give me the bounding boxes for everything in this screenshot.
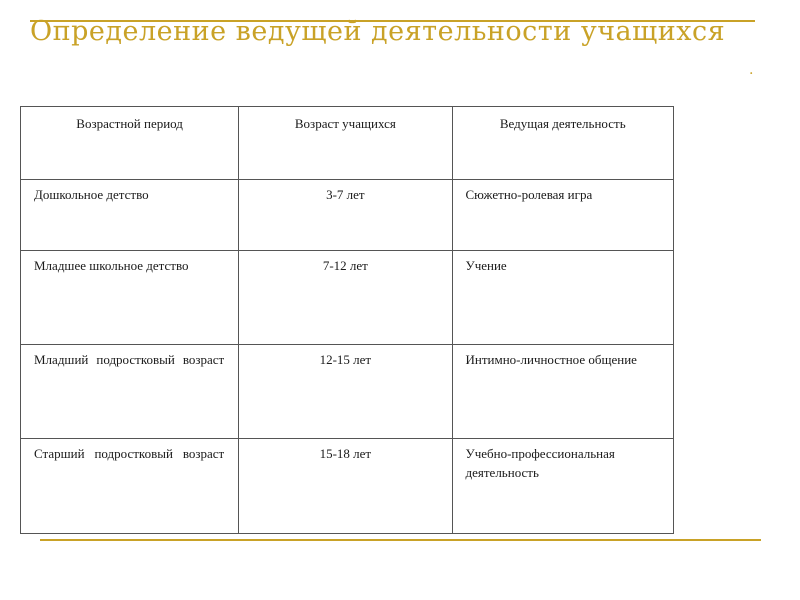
slide-title: Определение ведущей деятельности учащихся	[30, 16, 726, 47]
cell-age: 12-15 лет	[239, 345, 452, 439]
cell-activity: Учение	[452, 251, 674, 345]
cell-activity: Интимно-личностное общение	[452, 345, 674, 439]
cell-age: 15-18 лет	[239, 439, 452, 534]
cell-period: Младший подростковый возраст	[21, 345, 239, 439]
header-leading-activity: Ведущая деятельность	[452, 107, 674, 180]
leading-activity-table	[20, 106, 674, 534]
cell-period: Младшее школьное детство	[21, 251, 239, 345]
header-age-period: Возрастной период	[21, 107, 239, 180]
cell-activity: Сюжетно-ролевая игра	[452, 180, 674, 251]
cell-age: 7-12 лет	[239, 251, 452, 345]
table-row	[21, 345, 674, 439]
cell-period: Старший подростковый возраст	[21, 439, 239, 534]
cell-period: Дошкольное детство	[21, 180, 239, 251]
table-row	[21, 439, 674, 534]
table-row	[21, 251, 674, 345]
table-header-row	[21, 107, 674, 180]
table-row	[21, 180, 674, 251]
bottom-divider-line	[40, 539, 761, 541]
cell-activity: Учебно-профессиональная деятельность	[452, 439, 674, 534]
title-trailing-mark: .	[749, 62, 754, 78]
cell-age: 3-7 лет	[239, 180, 452, 251]
header-student-age: Возраст учащихся	[239, 107, 452, 180]
